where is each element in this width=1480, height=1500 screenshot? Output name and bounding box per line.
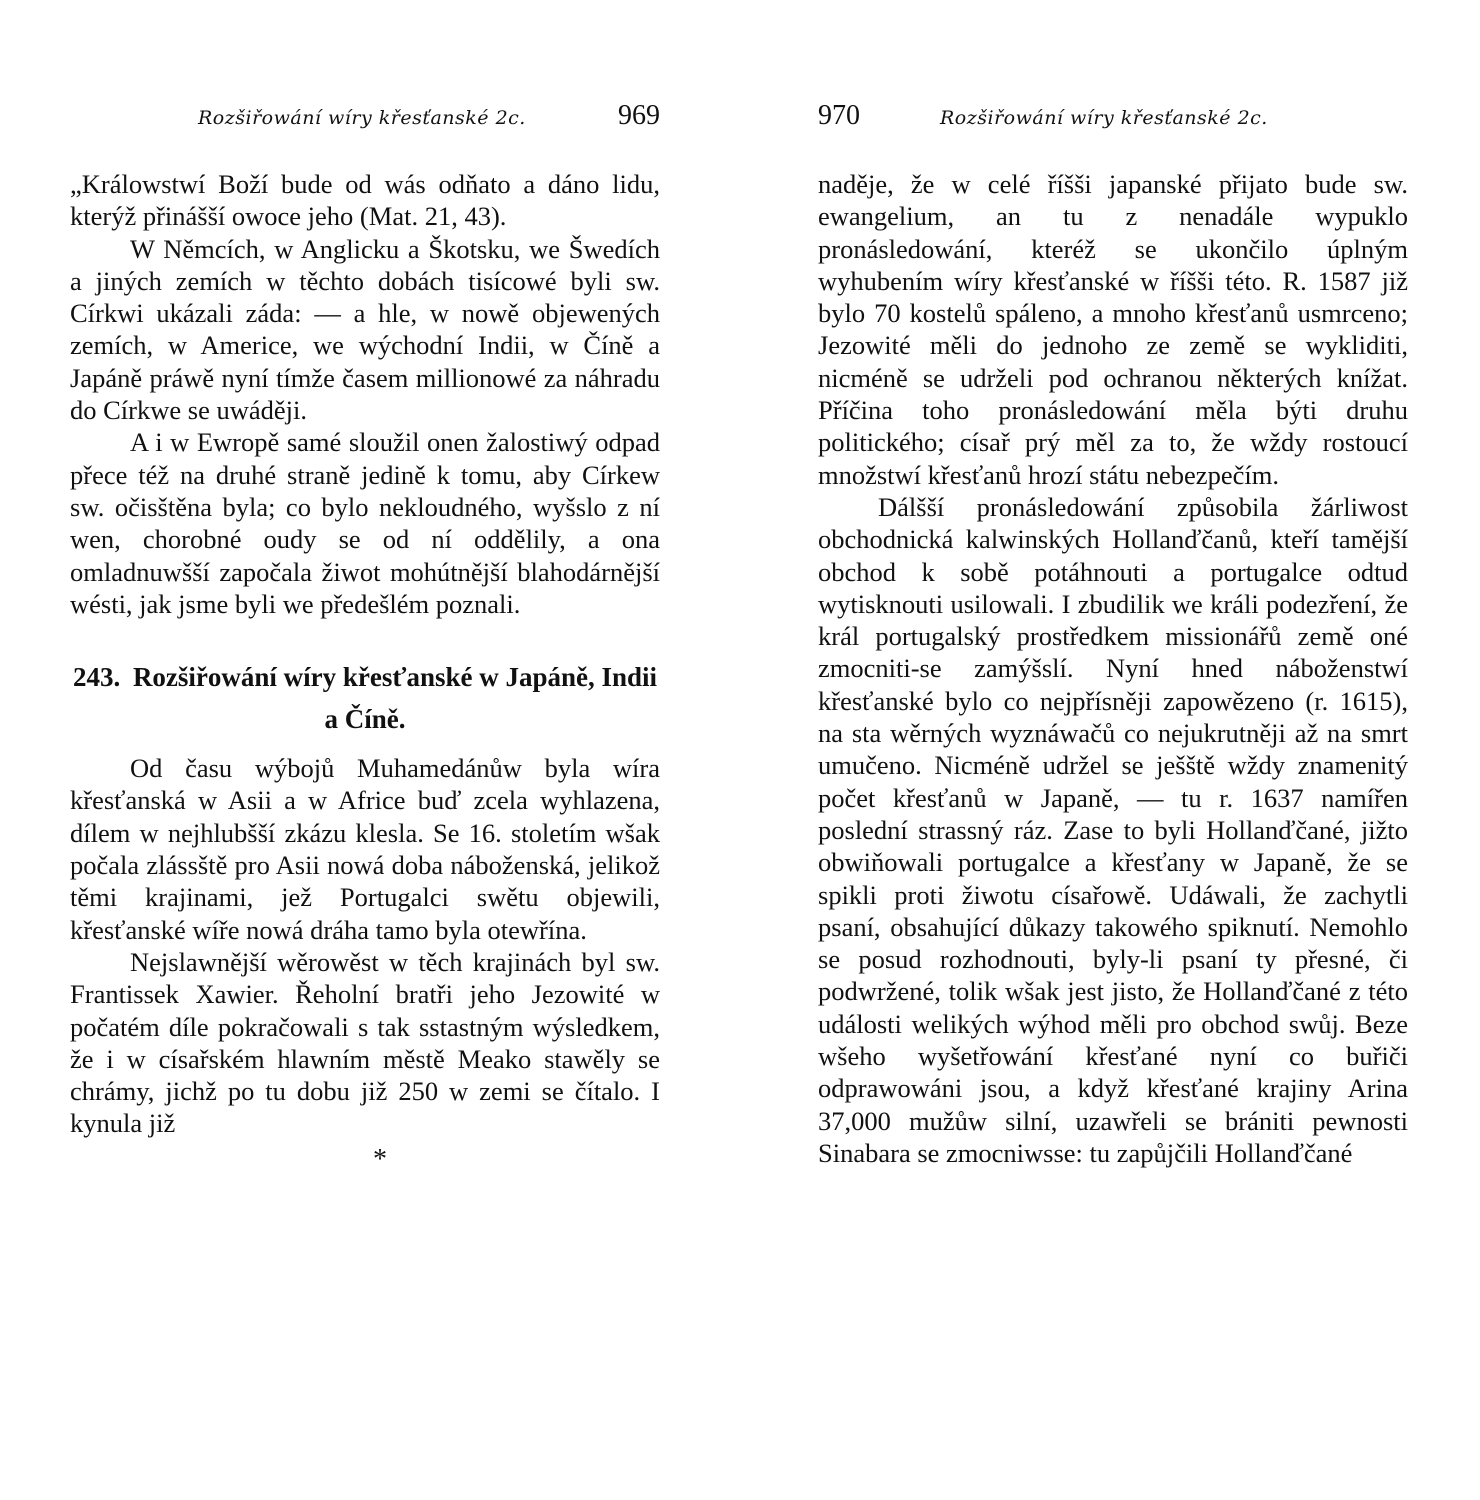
paragraph: A i w Ewropě samé sloužil onen žalostiwý odpad přece též na druhé straně jedině k tomu, aby Církew sw. očisštěna byla; co bylo nekloudného, wyšslo z ní wen, chorobné oudy se od ní oddělily, a ona omladnuwšší započala žiwot mohútnější blahodárnější wésti, jak jsme byli we předešlém poznali. [70, 427, 660, 619]
page-number: 970 [818, 100, 860, 131]
page-number: 969 [618, 100, 660, 131]
running-head-title: Rozšiřowání wíry křesťanské 2c. [198, 107, 526, 129]
running-head-title: Rozšiřowání wíry křesťanské 2c. [940, 107, 1268, 129]
section-heading [70, 656, 660, 740]
paragraph: W Němcích, w Anglicku a Škotsku, we Šwedích a jiných zemích w těchto dobách tisícowé byli sw. Církwi ukázali záda: — a hle, w nowě objewených zemích, w Americe, we wýchodní Indii, w Číně a Japáně práwě nyní tímže časem millionowé za náhradu do Církwe se uwáději. [70, 233, 660, 426]
paragraph: Nejslawnější wěrowěst w těch krajinách byl sw. Frantissek Xawier. Řeholní bratři jeho Jezowité w počatém díle pokračowali s tak sstastným wýsledkem, že i w císařském hlawním městě Meako stawěly se chrámy, jichž po tu dobu již 250 w zemi se čítalo. I kynula již [70, 946, 660, 1139]
left-page [70, 100, 660, 1174]
section-title: Rozšiřowání wíry křesťanské w Japáně, Indii a Číně. [132, 662, 658, 735]
right-page [818, 100, 1408, 1169]
running-head [70, 100, 660, 140]
paragraph: naděje, že w celé říšši japanské přijato bude sw. ewangelium, an tu z nenadále wypuklo pronásledowání, kteréž se ukončilo úplným wyhubením wíry křesťanské w říšši této. R. 1587 již bylo 70 kostelů spáleno, a mnoho křesťanů usmrceno; Jezowité měli do jednoho ze země se wykliditi, nicméně se udrželi pod ochranou některých knížat. Příčina toho pronásledowání měla býti druhu politického; císař prý měl za to, že wždy rostoucí množstwí křesťanů hrozí státu nebezpečím. [818, 169, 1408, 490]
signature-mark: * [373, 1143, 387, 1175]
paragraph: „Králowstwí Boží bude od wás odňato a dáno lidu, kterýž přinášší owoce jeho (Mat. 21, 43). [70, 169, 660, 232]
paragraph: Od času wýbojů Muhamedánůw byla wíra křesťanská w Asii a w Africe buď zcela wyhlazena, dílem w nejhlubšší zkázu klesla. Se 16. stoletím wšak počala zlássště pro Asii nowá doba náboženská, jelikož těmi krajinami, jež Portugalci swětu objewili, křesťanské wíře nowá dráha tamo byla otewřína. [70, 753, 660, 945]
paragraph: Dálšší pronásledowání způsobila žárliwost obchodnická kalwinských Hollanďčanů, kteří tamější obchod k sobě potáhnouti a portugalce odtud wytisknouti usilowali. I zbudilik we králi podezření, že král portugalský prostředkem missionářů země oné zmocniti-se zamýšslí. Nyní hned náboženstwí křesťanské bylo co nejpřísněji zapowězeno (r. 1615), na sta wěrných wyznáwačů co nejukrutněji až na smrt umučeno. Nicméně udržel se ješště wždy znamenitý počet křesťanů w Japaně, — tu r. 1637 namířen poslední strassný ráz. Zase to byli Hollanďčané, jižto obwiňowali portugalce a křesťany w Japaně, že se spikli proti žiwotu císařowě. Udáwali, že zachytli psaní, obsahující důkazy takowého spiknutí. Nemohlo se posud rozhodnouti, byly-li psaní ty přesné, či podwržené, tolik wšak jest jisto, že Hollanďčané z této události welikých wýhod měli pro obchod swůj. Beze wšeho wyšetřowání křesťané nyní co buřiči odprawowáni jsou, a když křesťané krajiny Arina 37,000 mužůw silní, uzawřeli se brániti pewnosti Sinabara se zmocniwsse: tu zapůjčili Hollanďčané [818, 491, 1408, 1168]
section-number: 243. [72, 662, 121, 693]
running-head [818, 100, 1408, 140]
